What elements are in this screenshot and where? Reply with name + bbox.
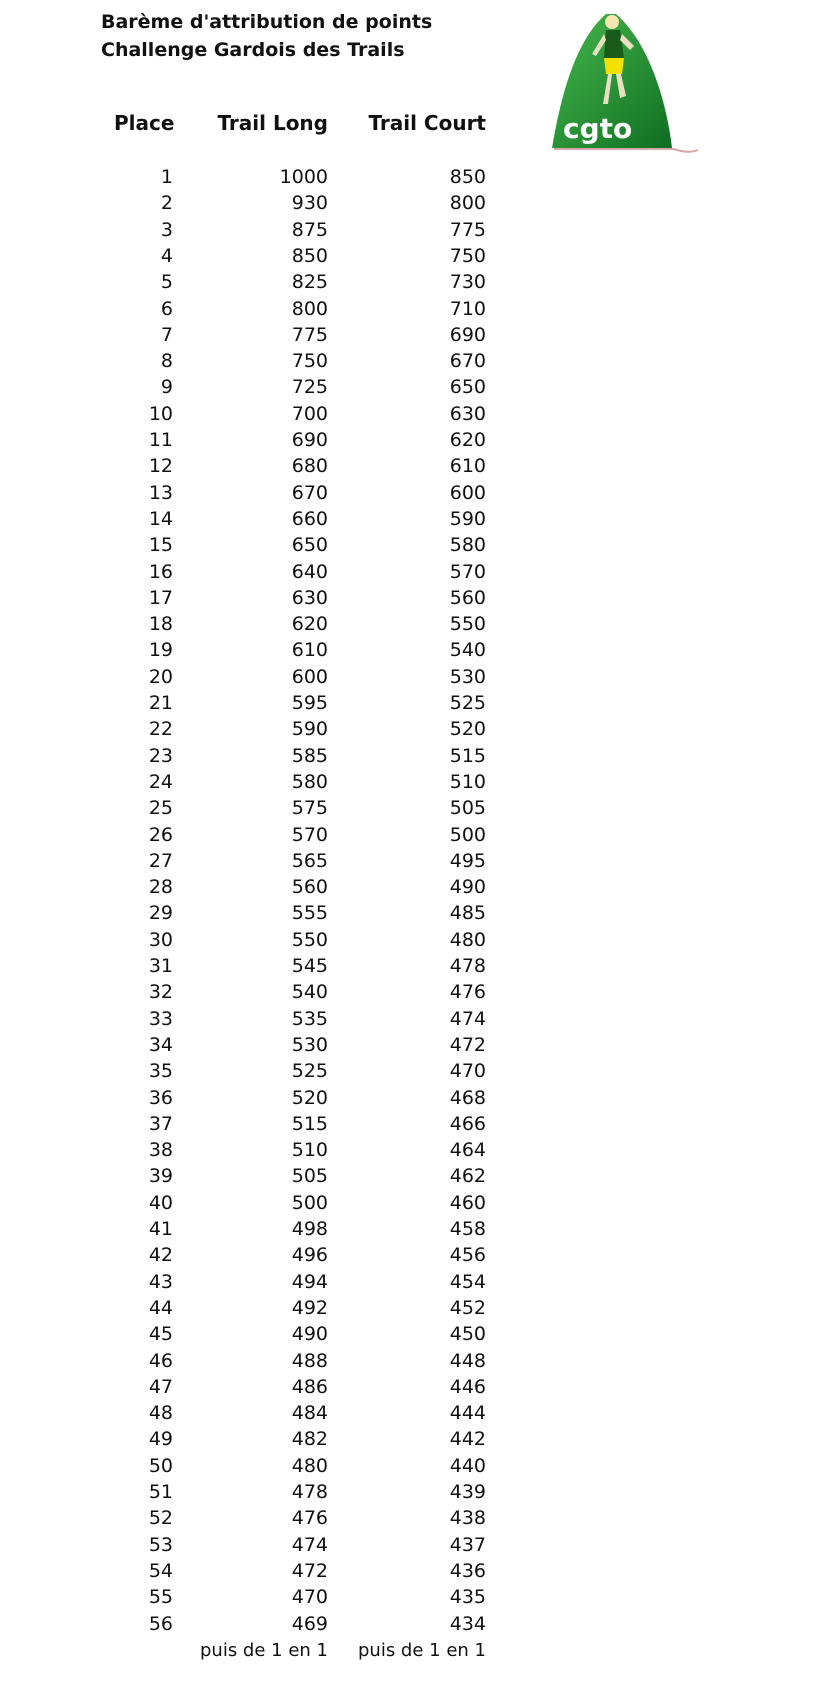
row-trail-long: 520	[291, 1087, 328, 1109]
row-place: 42	[148, 1244, 173, 1266]
row-trail-long: 535	[291, 1008, 328, 1030]
row-trail-court: 540	[449, 639, 486, 661]
row-trail-court: 476	[449, 981, 486, 1003]
row-trail-court: 490	[449, 876, 486, 898]
row-place: 13	[148, 482, 173, 504]
row-trail-long: 580	[291, 771, 328, 793]
row-place: 55	[148, 1586, 173, 1608]
row-trail-long: 515	[291, 1113, 328, 1135]
row-trail-long: 930	[291, 192, 328, 214]
row-trail-long: 505	[291, 1165, 328, 1187]
row-trail-long: 510	[291, 1139, 328, 1161]
row-trail-long: 525	[291, 1060, 328, 1082]
row-place: 52	[148, 1507, 173, 1529]
row-trail-court: 495	[449, 850, 486, 872]
row-place: 31	[148, 955, 173, 977]
row-place: 35	[148, 1060, 173, 1082]
row-trail-court: 620	[449, 429, 486, 451]
row-place: 2	[160, 192, 173, 214]
row-trail-court: 630	[449, 403, 486, 425]
row-trail-court: 600	[449, 482, 486, 504]
row-trail-court: 570	[449, 561, 486, 583]
row-place: 10	[148, 403, 173, 425]
row-trail-court: 444	[449, 1402, 486, 1424]
row-trail-court: 474	[449, 1008, 486, 1030]
row-trail-long: 650	[291, 534, 328, 556]
row-place: 49	[148, 1428, 173, 1450]
row-trail-long: 474	[291, 1534, 328, 1556]
row-place: 54	[148, 1560, 173, 1582]
row-place: 25	[148, 797, 173, 819]
row-trail-long: 575	[291, 797, 328, 819]
row-trail-court: 525	[449, 692, 486, 714]
row-place: 3	[160, 219, 173, 241]
row-trail-long: 640	[291, 561, 328, 583]
row-trail-court: 800	[449, 192, 486, 214]
row-trail-long: 472	[291, 1560, 328, 1582]
row-place: 26	[148, 824, 173, 846]
row-place: 23	[148, 745, 173, 767]
row-place: 9	[160, 376, 173, 398]
row-place: 15	[148, 534, 173, 556]
row-trail-long: 540	[291, 981, 328, 1003]
footer-note-trail-court: puis de 1 en 1	[358, 1640, 486, 1661]
row-place: 5	[160, 271, 173, 293]
row-trail-court: 464	[449, 1139, 486, 1161]
row-trail-long: 560	[291, 876, 328, 898]
row-trail-long: 600	[291, 666, 328, 688]
row-trail-long: 565	[291, 850, 328, 872]
row-place: 6	[160, 298, 173, 320]
row-place: 18	[148, 613, 173, 635]
row-place: 41	[148, 1218, 173, 1240]
row-place: 20	[148, 666, 173, 688]
row-trail-court: 560	[449, 587, 486, 609]
row-trail-court: 505	[449, 797, 486, 819]
row-trail-long: 490	[291, 1323, 328, 1345]
row-place: 12	[148, 455, 173, 477]
row-trail-court: 480	[449, 929, 486, 951]
footer-note-trail-long: puis de 1 en 1	[200, 1640, 328, 1661]
row-place: 1	[160, 166, 173, 188]
row-trail-long: 482	[291, 1428, 328, 1450]
row-trail-long: 660	[291, 508, 328, 530]
row-trail-long: 500	[291, 1192, 328, 1214]
row-trail-long: 595	[291, 692, 328, 714]
row-place: 32	[148, 981, 173, 1003]
row-trail-court: 485	[449, 902, 486, 924]
row-trail-court: 434	[449, 1613, 486, 1635]
row-trail-court: 750	[449, 245, 486, 267]
row-trail-court: 446	[449, 1376, 486, 1398]
row-trail-long: 590	[291, 718, 328, 740]
row-trail-court: 670	[449, 350, 486, 372]
row-place: 24	[148, 771, 173, 793]
row-trail-court: 439	[449, 1481, 486, 1503]
row-trail-court: 590	[449, 508, 486, 530]
row-place: 39	[148, 1165, 173, 1187]
row-place: 33	[148, 1008, 173, 1030]
row-trail-court: 435	[449, 1586, 486, 1608]
row-trail-long: 680	[291, 455, 328, 477]
row-trail-long: 1000	[279, 166, 328, 188]
row-trail-long: 630	[291, 587, 328, 609]
row-trail-long: 570	[291, 824, 328, 846]
row-place: 11	[148, 429, 173, 451]
row-place: 29	[148, 902, 173, 924]
row-trail-court: 500	[449, 824, 486, 846]
row-place: 48	[148, 1402, 173, 1424]
row-place: 34	[148, 1034, 173, 1056]
row-trail-long: 775	[291, 324, 328, 346]
row-trail-long: 492	[291, 1297, 328, 1319]
row-trail-long: 610	[291, 639, 328, 661]
row-trail-long: 725	[291, 376, 328, 398]
row-trail-court: 650	[449, 376, 486, 398]
row-trail-court: 452	[449, 1297, 486, 1319]
row-trail-long: 550	[291, 929, 328, 951]
row-trail-long: 498	[291, 1218, 328, 1240]
row-place: 38	[148, 1139, 173, 1161]
row-trail-long: 850	[291, 245, 328, 267]
row-place: 44	[148, 1297, 173, 1319]
row-place: 19	[148, 639, 173, 661]
row-place: 53	[148, 1534, 173, 1556]
row-trail-court: 510	[449, 771, 486, 793]
row-trail-court: 470	[449, 1060, 486, 1082]
row-trail-long: 555	[291, 902, 328, 924]
row-place: 14	[148, 508, 173, 530]
row-trail-long: 750	[291, 350, 328, 372]
row-trail-court: 437	[449, 1534, 486, 1556]
row-place: 51	[148, 1481, 173, 1503]
row-trail-long: 469	[291, 1613, 328, 1635]
row-place: 4	[160, 245, 173, 267]
row-trail-court: 460	[449, 1192, 486, 1214]
row-trail-long: 480	[291, 1455, 328, 1477]
row-place: 47	[148, 1376, 173, 1398]
row-trail-court: 436	[449, 1560, 486, 1582]
row-trail-court: 454	[449, 1271, 486, 1293]
row-trail-court: 468	[449, 1087, 486, 1109]
row-trail-court: 775	[449, 219, 486, 241]
column-header-trail-long: Trail Long	[217, 111, 328, 135]
row-trail-court: 520	[449, 718, 486, 740]
row-trail-court: 450	[449, 1323, 486, 1345]
row-place: 46	[148, 1350, 173, 1372]
document-title: Barème d'attribution de points	[101, 11, 433, 33]
row-place: 37	[148, 1113, 173, 1135]
row-trail-long: 620	[291, 613, 328, 635]
row-place: 7	[160, 324, 173, 346]
row-trail-court: 515	[449, 745, 486, 767]
row-trail-long: 478	[291, 1481, 328, 1503]
row-trail-long: 545	[291, 955, 328, 977]
row-trail-long: 470	[291, 1586, 328, 1608]
row-trail-long: 585	[291, 745, 328, 767]
row-place: 43	[148, 1271, 173, 1293]
row-place: 40	[148, 1192, 173, 1214]
row-place: 28	[148, 876, 173, 898]
row-trail-court: 730	[449, 271, 486, 293]
row-trail-court: 438	[449, 1507, 486, 1529]
row-trail-long: 496	[291, 1244, 328, 1266]
row-trail-long: 700	[291, 403, 328, 425]
logo-text: cgto	[563, 112, 633, 145]
row-trail-court: 458	[449, 1218, 486, 1240]
row-trail-long: 800	[291, 298, 328, 320]
row-place: 45	[148, 1323, 173, 1345]
cgto-logo	[548, 8, 708, 158]
row-trail-court: 710	[449, 298, 486, 320]
row-trail-long: 825	[291, 271, 328, 293]
row-place: 27	[148, 850, 173, 872]
row-trail-long: 670	[291, 482, 328, 504]
row-trail-court: 456	[449, 1244, 486, 1266]
row-trail-court: 466	[449, 1113, 486, 1135]
row-trail-court: 448	[449, 1350, 486, 1372]
row-trail-court: 530	[449, 666, 486, 688]
column-header-trail-court: Trail Court	[368, 111, 486, 135]
row-trail-court: 850	[449, 166, 486, 188]
row-place: 22	[148, 718, 173, 740]
row-place: 50	[148, 1455, 173, 1477]
row-trail-long: 530	[291, 1034, 328, 1056]
row-place: 30	[148, 929, 173, 951]
column-header-place: Place	[114, 111, 175, 135]
row-trail-court: 610	[449, 455, 486, 477]
row-place: 8	[160, 350, 173, 372]
row-place: 56	[148, 1613, 173, 1635]
row-trail-court: 440	[449, 1455, 486, 1477]
row-trail-long: 486	[291, 1376, 328, 1398]
row-trail-court: 478	[449, 955, 486, 977]
row-trail-court: 472	[449, 1034, 486, 1056]
row-trail-court: 462	[449, 1165, 486, 1187]
row-place: 17	[148, 587, 173, 609]
document-subtitle: Challenge Gardois des Trails	[101, 39, 405, 61]
row-trail-long: 690	[291, 429, 328, 451]
row-trail-long: 494	[291, 1271, 328, 1293]
row-place: 21	[148, 692, 173, 714]
row-trail-long: 484	[291, 1402, 328, 1424]
row-trail-court: 580	[449, 534, 486, 556]
row-trail-long: 875	[291, 219, 328, 241]
row-trail-long: 488	[291, 1350, 328, 1372]
row-trail-court: 550	[449, 613, 486, 635]
row-place: 16	[148, 561, 173, 583]
row-trail-court: 690	[449, 324, 486, 346]
row-trail-long: 476	[291, 1507, 328, 1529]
row-place: 36	[148, 1087, 173, 1109]
row-trail-court: 442	[449, 1428, 486, 1450]
